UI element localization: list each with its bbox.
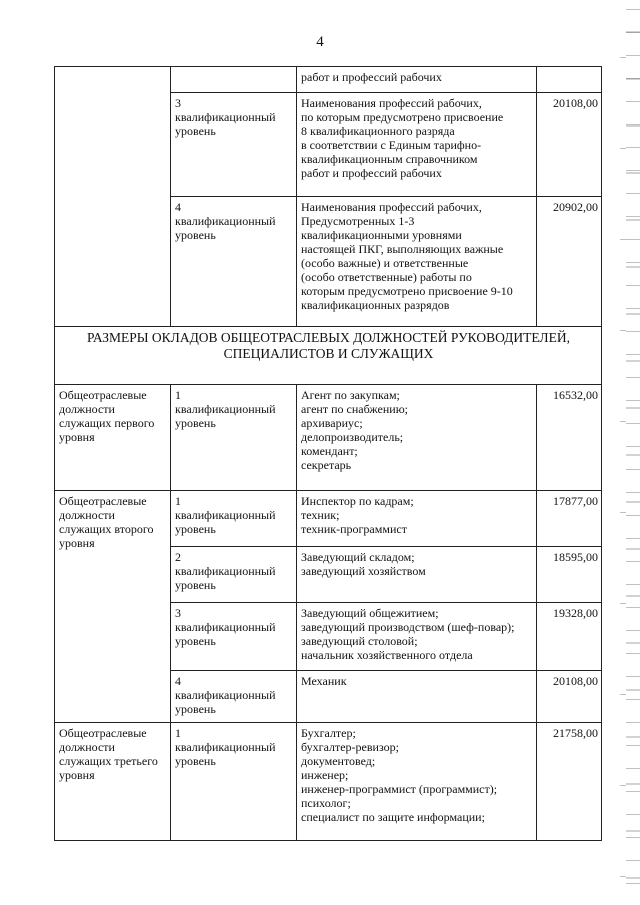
level-cell — [171, 67, 297, 93]
salary-table — [54, 66, 602, 841]
scan-edge-noise — [626, 0, 640, 905]
position-cell: Инспектор по кадрам; техник; техник-программист — [297, 491, 537, 547]
position-cell: Заведующий складом; заведующий хозяйством — [297, 547, 537, 603]
level-cell: 4 квалификационный уровень — [171, 671, 297, 723]
level-cell: 1 квалификационный уровень — [171, 723, 297, 841]
amount-cell: 18595,00 — [537, 547, 602, 603]
position-cell: Бухгалтер; бухгалтер-ревизор; документовед; инженер; инженер-программист (программист); психолог; специалист по защите информации; — [297, 723, 537, 841]
amount-cell: 20108,00 — [537, 93, 602, 197]
level-cell: 3 квалификационный уровень — [171, 93, 297, 197]
group-name-cell: Общеотраслевые должности служащих первого уровня — [55, 385, 171, 491]
position-cell: Механик — [297, 671, 537, 723]
group-name-cell: Общеотраслевые должности служащих третьего уровня — [55, 723, 171, 841]
section-header-row — [55, 327, 602, 385]
table-row — [55, 723, 602, 841]
amount-cell: 17877,00 — [537, 491, 602, 547]
position-cell: Агент по закупкам; агент по снабжению; архивариус; делопроизводитель; комендант; секретарь — [297, 385, 537, 491]
amount-cell: 20108,00 — [537, 671, 602, 723]
level-cell: 1 квалификационный уровень — [171, 385, 297, 491]
section-title: РАЗМЕРЫ ОКЛАДОВ ОБЩЕОТРАСЛЕВЫХ ДОЛЖНОСТЕЙ РУКОВОДИТЕЛЕЙ, СПЕЦИАЛИСТОВ И СЛУЖАЩИХ — [55, 327, 602, 385]
level-cell: 1 квалификационный уровень — [171, 491, 297, 547]
level-cell: 3 квалификационный уровень — [171, 603, 297, 671]
amount-cell: 16532,00 — [537, 385, 602, 491]
position-cell: Заведующий общежитием; заведующий производством (шеф-повар); заведующий столовой; начальник хозяйственного отдела — [297, 603, 537, 671]
group-name-cell: Общеотраслевые должности служащих второго уровня — [55, 491, 171, 723]
table-row — [55, 385, 602, 491]
position-cell: работ и профессий рабочих — [297, 67, 537, 93]
scan-edge-noise-inner — [620, 0, 626, 905]
group-name-cell — [55, 67, 171, 327]
position-cell: Наименования профессий рабочих, по которым предусмотрено присвоение 8 квалификационного разряда в соответствии с Единым тарифно- квалификационным справочником работ и профессий рабочих — [297, 93, 537, 197]
amount-cell: 20902,00 — [537, 197, 602, 327]
level-cell: 2 квалификационный уровень — [171, 547, 297, 603]
table-row — [55, 491, 602, 547]
page-number: 4 — [316, 34, 324, 50]
amount-cell — [537, 67, 602, 93]
amount-cell: 21758,00 — [537, 723, 602, 841]
level-cell: 4 квалификационный уровень — [171, 197, 297, 327]
amount-cell: 19328,00 — [537, 603, 602, 671]
table-row — [55, 67, 602, 93]
position-cell: Наименования профессий рабочих, Предусмотренных 1-3 квалификационными уровнями настоящей ПКГ, выполняющих важные (особо важные) и ответственные (особо ответственные) работы по которым предусмотрено присвоение 9-10 квалификационных разрядов — [297, 197, 537, 327]
